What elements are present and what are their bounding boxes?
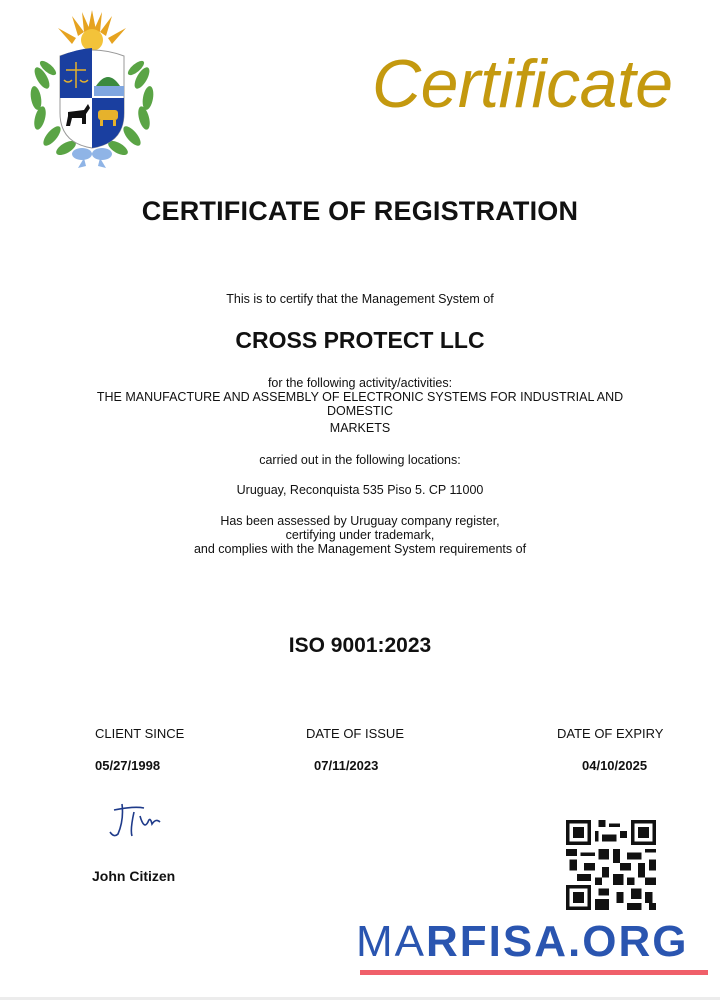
iso-standard: ISO 9001:2023 [288, 634, 432, 657]
date-of-expiry-label: DATE OF EXPIRY [557, 726, 664, 741]
date-of-issue-value: 07/11/2023 [314, 758, 379, 773]
client-since-label: CLIENT SINCE [95, 726, 185, 741]
assessment-line: Has been assessed by Uruguay company register, [220, 514, 500, 528]
document-title: CERTIFICATE OF REGISTRATION [141, 196, 579, 226]
watermark-underline [360, 970, 708, 975]
date-of-issue-label: DATE OF ISSUE [306, 726, 404, 741]
coat-of-arms-icon [22, 8, 162, 168]
intro-text: This is to certify that the Management System of [226, 292, 494, 306]
assessment-line: and complies with the Management System requirements of [193, 542, 527, 556]
watermark-thin-text: MA [356, 917, 426, 966]
certificate-heading: Certificate [372, 46, 673, 122]
watermark-bold-text: RFISA.ORG [426, 917, 689, 966]
date-of-expiry-value: 04/10/2025 [582, 758, 648, 773]
activity-label: for the following activity/activities: [267, 376, 453, 390]
locations-label: carried out in the following locations: [259, 453, 461, 467]
qr-code-icon [566, 820, 656, 910]
marfisa-watermark [356, 917, 689, 966]
company-name: CROSS PROTECT LLC [235, 327, 485, 353]
signature-icon [104, 800, 174, 842]
client-since-value: 05/27/1998 [95, 758, 161, 773]
activity-line: MARKETS [329, 421, 391, 435]
location-address: Uruguay, Reconquista 535 Piso 5. CP 11000 [236, 483, 484, 497]
assessment-line: certifying under trademark, [285, 528, 435, 542]
activity-line: THE MANUFACTURE AND ASSEMBLY OF ELECTRONIC SYSTEMS FOR INDUSTRIAL AND [96, 390, 624, 404]
signer-name: John Citizen [92, 868, 176, 884]
activity-line: DOMESTIC [327, 404, 393, 418]
